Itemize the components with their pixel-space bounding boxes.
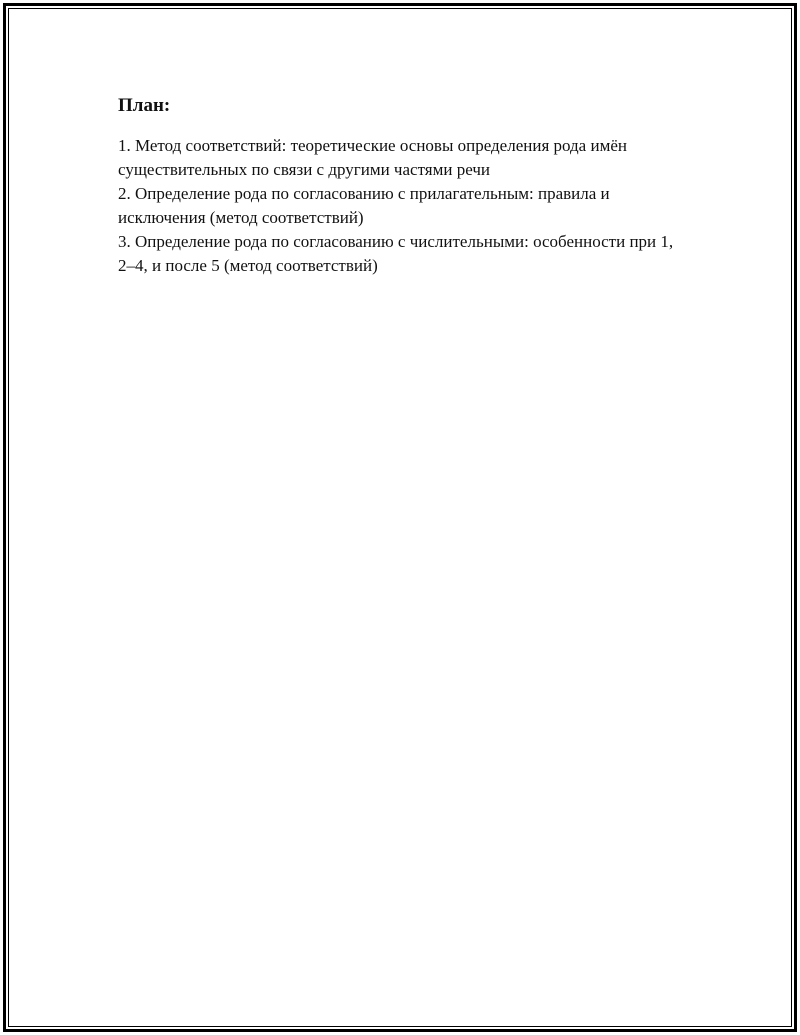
plan-item-3: 3. Определение рода по согласованию с числительными: особенности при 1, 2–4, и после 5 (метод соответствий)	[118, 232, 674, 275]
plan-title: План:	[118, 95, 171, 116]
document-content	[118, 92, 688, 278]
plan-item-1: 1. Метод соответствий: теоретические основы определения рода имён существительных по связи с другими частями речи	[118, 136, 627, 179]
plan-item-2: 2. Определение рода по согласованию с прилагательным: правила и исключения (метод соответствий)	[118, 184, 610, 227]
plan-list	[118, 134, 688, 278]
